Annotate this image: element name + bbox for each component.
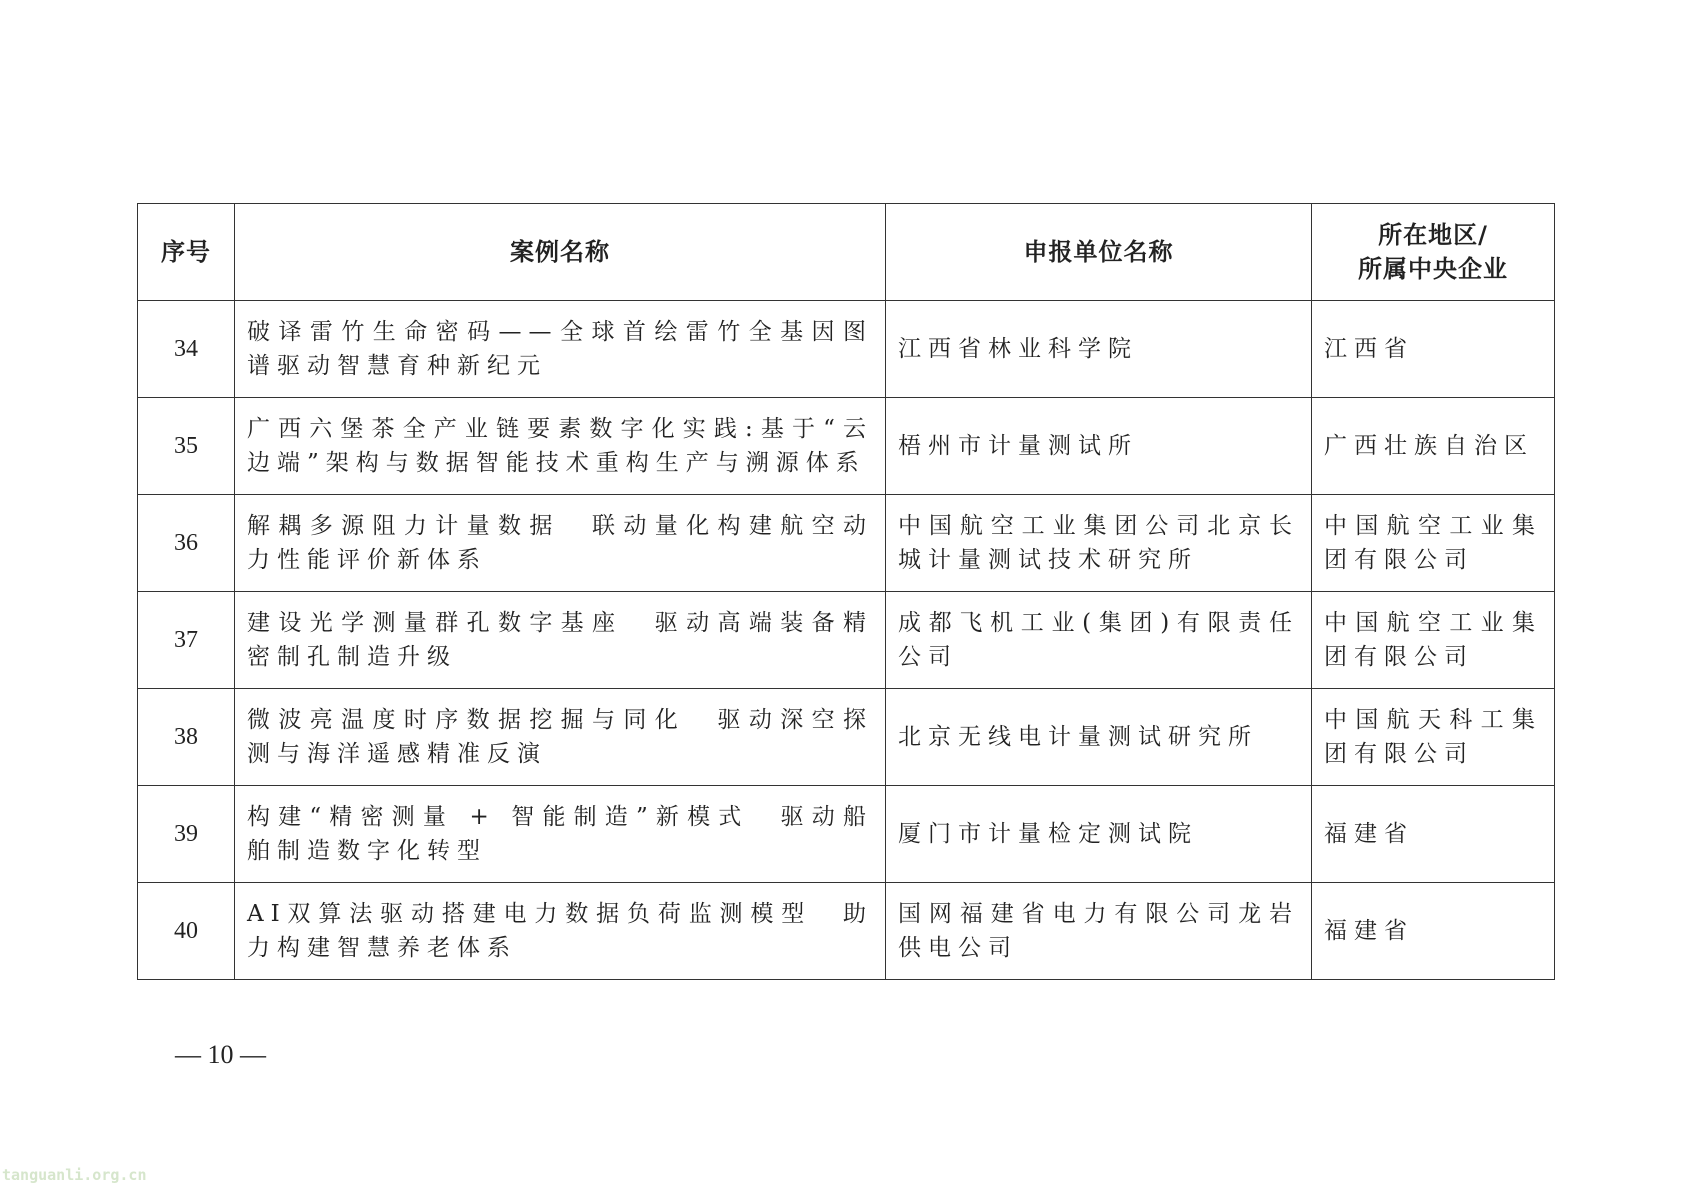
cell-index: 38 bbox=[138, 689, 235, 786]
cell-case-name: AI双算法驱动搭建电力数据负荷监测模型 助力构建智慧养老体系 bbox=[235, 883, 886, 980]
table-row bbox=[138, 689, 1555, 786]
cell-case-name: 构建“精密测量 + 智能制造”新模式 驱动船舶制造数字化转型 bbox=[235, 786, 886, 883]
header-unit-name: 申报单位名称 bbox=[886, 204, 1312, 301]
table-row bbox=[138, 495, 1555, 592]
table-row bbox=[138, 786, 1555, 883]
table-row bbox=[138, 398, 1555, 495]
cell-unit-name: 北京无线电计量测试研究所 bbox=[886, 689, 1312, 786]
cell-region: 福建省 bbox=[1312, 883, 1555, 980]
cell-region: 江西省 bbox=[1312, 301, 1555, 398]
cell-case-name: 解耦多源阻力计量数据 联动量化构建航空动力性能评价新体系 bbox=[235, 495, 886, 592]
cell-region: 广西壮族自治区 bbox=[1312, 398, 1555, 495]
table-row bbox=[138, 301, 1555, 398]
cell-case-name: 建设光学测量群孔数字基座 驱动高端装备精密制孔制造升级 bbox=[235, 592, 886, 689]
cell-case-name: 广西六堡茶全产业链要素数字化实践:基于“云边端”架构与数据智能技术重构生产与溯源体系 bbox=[235, 398, 886, 495]
page-number: — 10 — bbox=[175, 1040, 266, 1069]
cell-unit-name: 厦门市计量检定测试院 bbox=[886, 786, 1312, 883]
header-region: 所在地区/ 所属中央企业 bbox=[1312, 204, 1555, 301]
cell-index: 39 bbox=[138, 786, 235, 883]
cell-index: 40 bbox=[138, 883, 235, 980]
cell-index: 36 bbox=[138, 495, 235, 592]
cell-region: 中国航天科工集团有限公司 bbox=[1312, 689, 1555, 786]
cell-unit-name: 国网福建省电力有限公司龙岩供电公司 bbox=[886, 883, 1312, 980]
table-row bbox=[138, 883, 1555, 980]
case-list-table bbox=[137, 203, 1555, 980]
cell-unit-name: 江西省林业科学院 bbox=[886, 301, 1312, 398]
table-header-row bbox=[138, 204, 1555, 301]
cell-unit-name: 成都飞机工业(集团)有限责任公司 bbox=[886, 592, 1312, 689]
header-case-name: 案例名称 bbox=[235, 204, 886, 301]
cell-case-name: 破译雷竹生命密码——全球首绘雷竹全基因图谱驱动智慧育种新纪元 bbox=[235, 301, 886, 398]
cell-index: 34 bbox=[138, 301, 235, 398]
cell-unit-name: 中国航空工业集团公司北京长城计量测试技术研究所 bbox=[886, 495, 1312, 592]
cell-region: 福建省 bbox=[1312, 786, 1555, 883]
watermark: tanguanli.org.cn bbox=[2, 1166, 147, 1184]
cell-region: 中国航空工业集团有限公司 bbox=[1312, 592, 1555, 689]
cell-unit-name: 梧州市计量测试所 bbox=[886, 398, 1312, 495]
cell-case-name: 微波亮温度时序数据挖掘与同化 驱动深空探测与海洋遥感精准反演 bbox=[235, 689, 886, 786]
cell-index: 35 bbox=[138, 398, 235, 495]
cell-index: 37 bbox=[138, 592, 235, 689]
table-row bbox=[138, 592, 1555, 689]
cell-region: 中国航空工业集团有限公司 bbox=[1312, 495, 1555, 592]
header-index: 序号 bbox=[138, 204, 235, 301]
